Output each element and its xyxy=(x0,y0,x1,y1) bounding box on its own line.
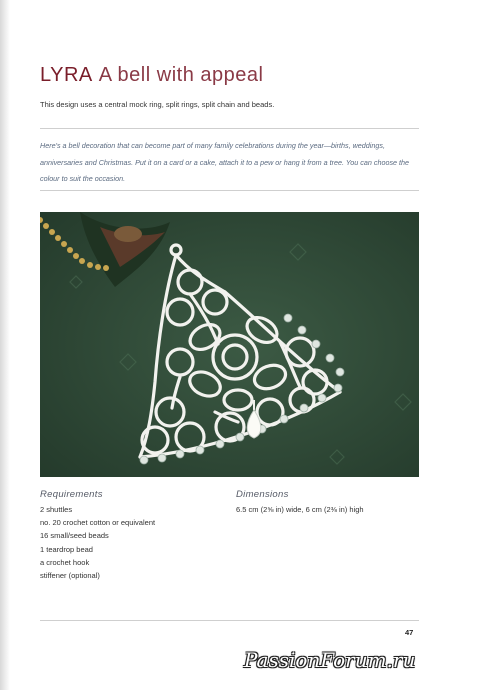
page-number: 47 xyxy=(405,628,414,637)
requirement-item: 16 small/seed beads xyxy=(40,531,109,541)
requirement-item: stiffener (optional) xyxy=(40,571,100,581)
dimensions-text: 6.5 cm (2⅝ in) wide, 6 cm (2⅜ in) high xyxy=(236,505,364,514)
title-pattern-name: LYRA xyxy=(40,64,93,86)
requirement-item: a crochet hook xyxy=(40,557,90,567)
page-title xyxy=(40,64,263,87)
requirement-item: 1 teardrop bead xyxy=(40,544,93,554)
bell-lace-photo xyxy=(40,212,419,477)
requirements-heading: Requirements xyxy=(40,489,103,500)
divider-bottom xyxy=(40,620,419,621)
divider-top xyxy=(40,128,419,129)
site-watermark: PassionForum.ru xyxy=(244,648,416,672)
page-binding-shadow xyxy=(0,0,10,690)
description-blurb: Here's a bell decoration that can become part of many family celebrations during the year—births, weddings, anniversaries and Christmas. Put it on a card or a cake, attach it to a pew or hang it from a tree. You can choose the colour to suit the occasion. xyxy=(40,141,410,183)
requirements-section xyxy=(40,489,155,582)
title-subtitle: A bell with appeal xyxy=(98,64,264,86)
intro-text: This design uses a central mock ring, split rings, split chain and beads. xyxy=(40,100,275,109)
requirement-item: 2 shuttles xyxy=(40,505,73,514)
dimensions-section xyxy=(236,489,364,516)
dimensions-heading: Dimensions xyxy=(236,489,289,500)
requirement-item: no. 20 crochet cotton or equivalent xyxy=(40,518,156,528)
divider-middle xyxy=(40,190,419,191)
